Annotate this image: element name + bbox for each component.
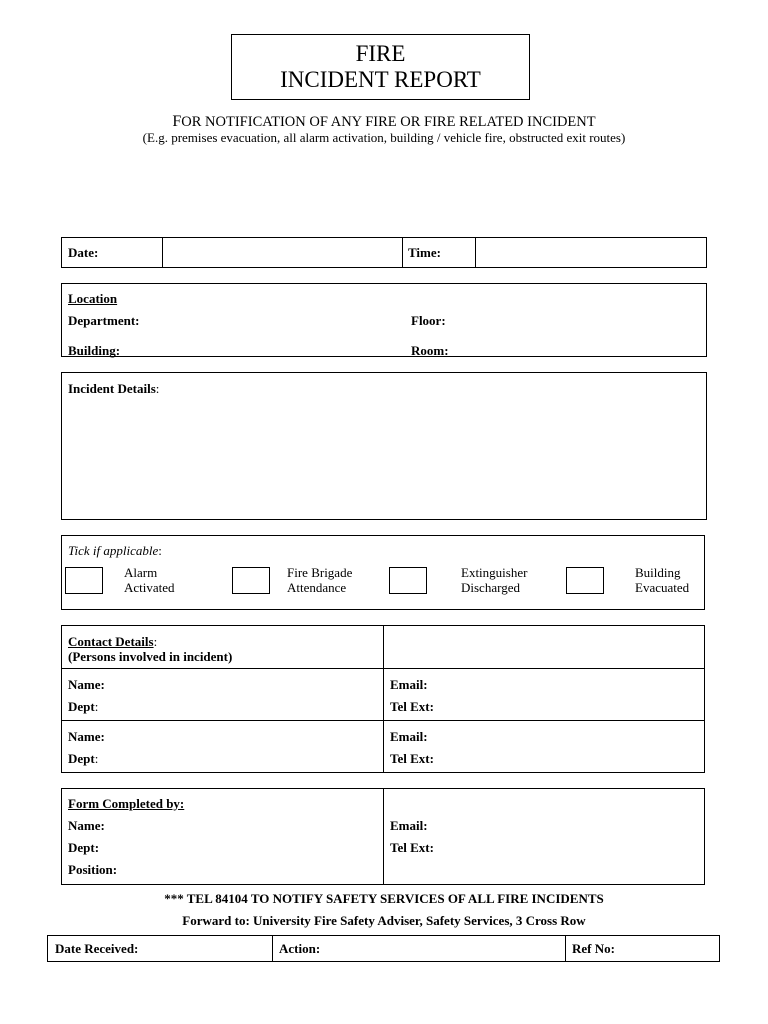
contact-details-subheading: (Persons involved in incident) xyxy=(68,649,233,664)
completed-name-label: Name: xyxy=(68,818,105,833)
time-field[interactable] xyxy=(476,238,706,267)
completed-dept-label: Dept: xyxy=(68,840,100,855)
location-section xyxy=(61,283,707,357)
date-field[interactable] xyxy=(163,238,402,267)
extinguisher-label: Extinguisher Discharged xyxy=(461,565,528,595)
building-evacuated-label: Building Evacuated xyxy=(635,565,690,595)
completed-tel-label: Tel Ext: xyxy=(390,840,434,855)
title-box xyxy=(231,34,530,100)
contact1-email-label: Email: xyxy=(390,677,428,692)
contact2-dept-label: Dept: xyxy=(68,751,99,766)
contact1-tel-label: Tel Ext: xyxy=(390,699,434,714)
fire-brigade-label: Fire Brigade Attendance xyxy=(287,565,353,595)
completed-email-label: Email: xyxy=(390,818,428,833)
tick-heading: Tick if applicable: xyxy=(68,543,162,558)
incident-details-section[interactable] xyxy=(61,372,707,520)
incident-details-label: Incident Details: xyxy=(68,381,160,396)
contact2-tel-label: Tel Ext: xyxy=(390,751,434,766)
ref-no-label: Ref No: xyxy=(572,941,615,956)
room-label: Room: xyxy=(411,343,449,358)
notify-notice: *** TEL 84104 TO NOTIFY SAFETY SERVICES OF ALL FIRE INCIDENTS xyxy=(164,891,604,906)
contact-details-heading: Contact Details: xyxy=(68,634,158,649)
location-heading: Location xyxy=(68,291,118,306)
office-use-row xyxy=(47,935,720,962)
contact1-name-label: Name: xyxy=(68,677,105,692)
fire-brigade-checkbox[interactable] xyxy=(232,567,270,594)
title-line-2: INCIDENT REPORT xyxy=(280,67,481,92)
subtitle-first-letter: F xyxy=(172,113,182,130)
forward-notice: Forward to: University Fire Safety Adviser, Safety Services, 3 Cross Row xyxy=(182,913,586,928)
date-received-label: Date Received: xyxy=(55,941,139,956)
extinguisher-checkbox[interactable] xyxy=(389,567,427,594)
alarm-activated-checkbox[interactable] xyxy=(65,567,103,594)
action-label: Action: xyxy=(279,941,321,956)
contact2-email-label: Email: xyxy=(390,729,428,744)
department-label: Department: xyxy=(68,313,140,328)
form-completed-section xyxy=(61,788,705,885)
time-label: Time: xyxy=(408,245,441,260)
subtitle-note: (E.g. premises evacuation, all alarm activation, building / vehicle fire, obstructed exit routes) xyxy=(142,130,626,145)
date-label: Date: xyxy=(68,245,99,260)
completed-position-label: Position: xyxy=(68,862,118,877)
date-time-row xyxy=(61,237,707,268)
building-evacuated-checkbox[interactable] xyxy=(566,567,604,594)
alarm-activated-label: Alarm Activated xyxy=(124,565,175,595)
subtitle-text: OR NOTIFICATION OF ANY FIRE OR FIRE RELATED INCIDENT xyxy=(181,114,596,130)
contact2-name-label: Name: xyxy=(68,729,105,744)
contact1-dept-label: Dept: xyxy=(68,699,99,714)
tick-section xyxy=(61,535,705,610)
contact-details-section xyxy=(61,625,705,773)
form-completed-heading: Form Completed by: xyxy=(68,796,185,811)
title-line-1: FIRE xyxy=(355,41,406,66)
building-label: Building: xyxy=(68,343,121,358)
floor-label: Floor: xyxy=(411,313,446,328)
subtitle xyxy=(0,113,768,131)
